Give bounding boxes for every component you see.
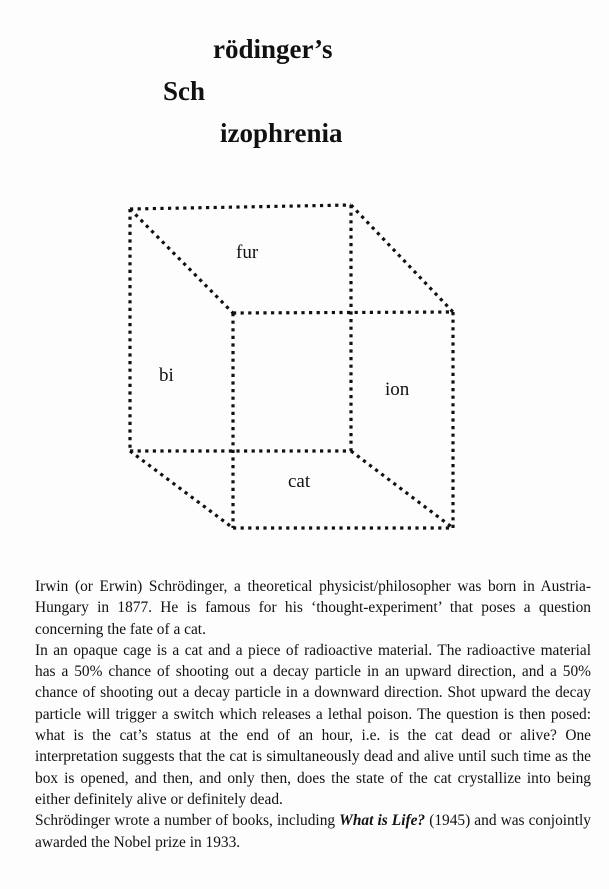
paragraph-experiment: In an opaque cage is a cat and a piece of radioactive material. The radioactive material has a 50% chance of shooting out a decay particle in an upward direction, and a 50% chance of shooting out a decay particle in a downward direction. Shot upward the decay particle will trigger a switch which releases a lethal poison. The question is then posed: what is the cat’s status at the end of an hour, i.e. is the cat dead or alive? One interpretation suggests that the cat is simultaneously dead and alive until such time as the box is opened, and then, and only then, does the state of the cat crystallize into being either definitely alive or definitely dead. — [35, 641, 591, 808]
paragraph-intro: Irwin (or Erwin) Schrödinger, a theoretical physicist/philosopher was born in Austria-Hungary in 1877. He is famous for his ‘thought-experiment’ that poses a question concerning the fate of a cat. — [35, 578, 591, 638]
title-line-3: izophrenia — [220, 118, 343, 148]
cube-edge-diag-top-left — [130, 209, 233, 313]
cube-edge-diag-top-right — [351, 205, 453, 312]
body-text — [35, 576, 591, 853]
paragraph-books — [35, 810, 591, 853]
cube-label-bottom: cat — [288, 471, 311, 492]
title-line-1: rödinger’s — [213, 34, 333, 64]
cube-label-right: ion — [385, 379, 410, 400]
book-title: What is Life? — [339, 812, 426, 830]
cube-label-left: bi — [159, 365, 174, 386]
cube-edge-back-top — [130, 205, 351, 209]
cube-label-top: fur — [236, 242, 259, 263]
cube-edge-diag-bottom-left — [130, 451, 233, 528]
cube-edge-diag-bottom-right — [351, 451, 453, 528]
books-text-after: (1945) and was conjointly awarded the Nobel prize in 1933. — [35, 812, 591, 851]
title-line-2: Sch — [163, 76, 206, 106]
cube-edge-front-top — [233, 312, 453, 313]
books-text-before: Schrödinger wrote a number of books, including — [35, 812, 340, 830]
